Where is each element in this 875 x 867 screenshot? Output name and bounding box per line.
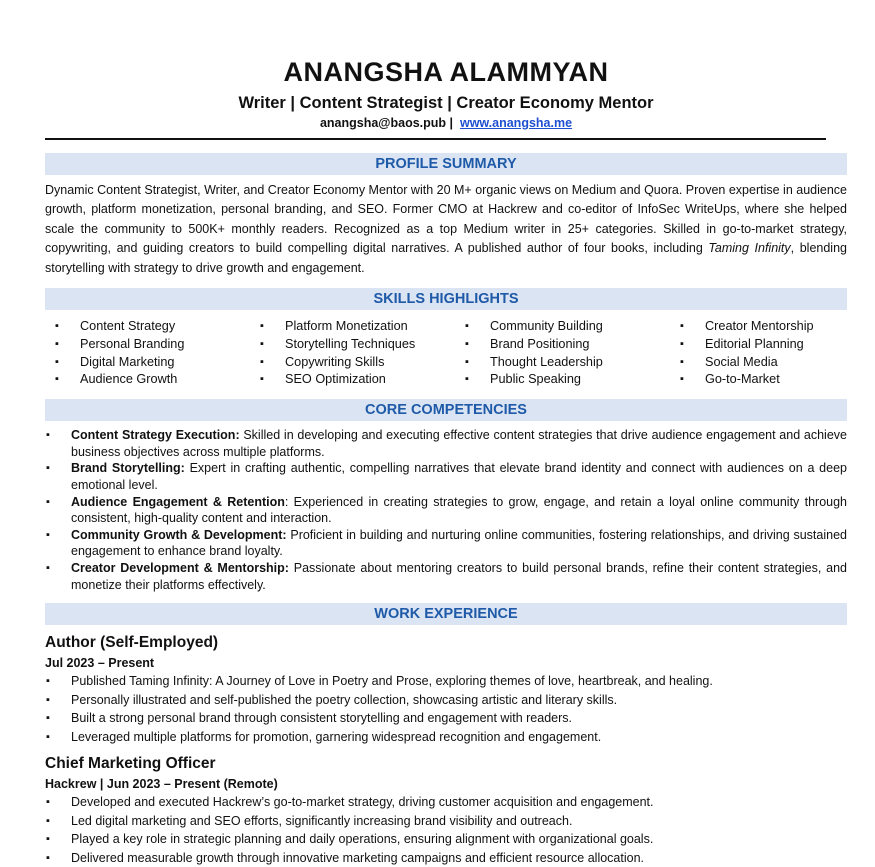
section-heading-skills: SKILLS HIGHLIGHTS: [45, 288, 847, 310]
candidate-tagline: Writer | Content Strategist | Creator Economy Mentor: [238, 94, 654, 112]
competency-item: ▪ Audience Engagement & Retention: Experienced in creating strategies to grow, engage, and retain a loyal online community through consistent, high-quality content and interaction.: [45, 494, 847, 527]
competency-item: ▪ Creator Development & Mentorship: Passionate about mentoring creators to build personal brands, refine their content strategies, and monetize their platforms effectively.: [45, 560, 847, 593]
section-heading-competencies: CORE COMPETENCIES: [45, 399, 847, 421]
section-heading-experience: WORK EXPERIENCE: [45, 603, 847, 625]
job-bullet: ▪ Led digital marketing and SEO efforts, significantly increasing brand visibility and outreach.: [45, 812, 847, 831]
skills-column: [45, 318, 250, 389]
email-text: anangsha@baos.pub: [319, 116, 447, 130]
header-divider: [45, 138, 826, 140]
skills-column: [670, 318, 845, 389]
skill-item: ▪ Content Strategy: [45, 318, 250, 336]
skill-item: ▪ Thought Leadership: [455, 354, 670, 372]
job-bullet: ▪ Published Taming Infinity: A Journey of Love in Poetry and Prose, exploring themes of love, heartbreak, and healing.: [45, 672, 847, 691]
job-bullet: ▪ Delivered measurable growth through innovative marketing campaigns and efficient resource allocation.: [45, 849, 847, 867]
job-entry: [45, 632, 847, 746]
job-bullets: [45, 793, 847, 867]
skill-item: ▪ Personal Branding: [45, 336, 250, 354]
section-heading-profile: PROFILE SUMMARY: [45, 153, 847, 175]
skills-grid: [45, 318, 847, 389]
profile-summary-text: Dynamic Content Strategist, Writer, and Creator Economy Mentor with 20 M+ organic views on Medium and Quora. Proven expertise in audience growth, platform monetization, personal branding, and SEO. Former CMO at Hackrew and co-editor of InfoSec WriteUps, where she helped scale the community to 500K+ monthly readers. Recognized as a top Medium writer in 25+ categories. Skilled in go-to-market strategy, copywriting, and guiding creators to build compelling digital narratives. A published author of four books, including Taming Infinity, blending storytelling with strategy to drive growth and engagement.: [45, 183, 847, 275]
competency-item: ▪ Community Growth & Development: Proficient in building and nurturing online communities, fostering relationships, and driving sustained engagement to enhance brand loyalty.: [45, 527, 847, 560]
skill-item: ▪ Go-to-Market: [670, 371, 845, 389]
skill-item: ▪ Community Building: [455, 318, 670, 336]
skill-item: ▪ Brand Positioning: [455, 336, 670, 354]
job-bullet: ▪ Played a key role in strategic planning and daily operations, ensuring alignment with organizational goals.: [45, 830, 847, 849]
competencies-list: [45, 427, 847, 593]
skill-item: ▪ Public Speaking: [455, 371, 670, 389]
skills-column: [250, 318, 455, 389]
skill-item: ▪ Audience Growth: [45, 371, 250, 389]
skill-item: ▪ Storytelling Techniques: [250, 336, 455, 354]
skill-item: ▪ Digital Marketing: [45, 354, 250, 372]
skills-column: [455, 318, 670, 389]
job-entry: [45, 753, 847, 867]
job-bullet: ▪ Leveraged multiple platforms for promotion, garnering widespread recognition and engagement.: [45, 728, 847, 747]
contact-separator: |: [449, 116, 454, 130]
competency-item: ▪ Brand Storytelling: Expert in crafting authentic, compelling narratives that elevate brand identity and connect with audiences on a deep emotional level.: [45, 460, 847, 493]
skill-item: ▪ Social Media: [670, 354, 845, 372]
skill-item: ▪ Copywriting Skills: [250, 354, 455, 372]
skill-item: ▪ Creator Mentorship: [670, 318, 845, 336]
job-bullet: ▪ Built a strong personal brand through consistent storytelling and engagement with readers.: [45, 709, 847, 728]
website-link[interactable]: www.anangsha.me: [459, 116, 573, 130]
contact-line: [45, 115, 847, 132]
job-title: Chief Marketing Officer: [45, 755, 216, 773]
job-meta: Jul 2023 – Present: [45, 656, 155, 671]
competency-item: ▪ Content Strategy Execution: Skilled in developing and executing effective content strategies that drive audience engagement and achieve business objectives across multiple platforms.: [45, 427, 847, 460]
skill-item: ▪ Platform Monetization: [250, 318, 455, 336]
job-bullets: [45, 672, 847, 746]
job-bullet: ▪ Personally illustrated and self-published the poetry collection, showcasing artistic and literary skills.: [45, 691, 847, 710]
skill-item: ▪ Editorial Planning: [670, 336, 845, 354]
candidate-name: ANANGSHA ALAMMYAN: [283, 57, 609, 87]
job-meta: Hackrew | Jun 2023 – Present (Remote): [45, 777, 278, 792]
job-bullet: ▪ Developed and executed Hackrew’s go-to-market strategy, driving customer acquisition and engagement.: [45, 793, 847, 812]
skill-item: ▪ SEO Optimization: [250, 371, 455, 389]
resume-page: [45, 55, 847, 867]
job-title: Author (Self-Employed): [45, 634, 219, 652]
